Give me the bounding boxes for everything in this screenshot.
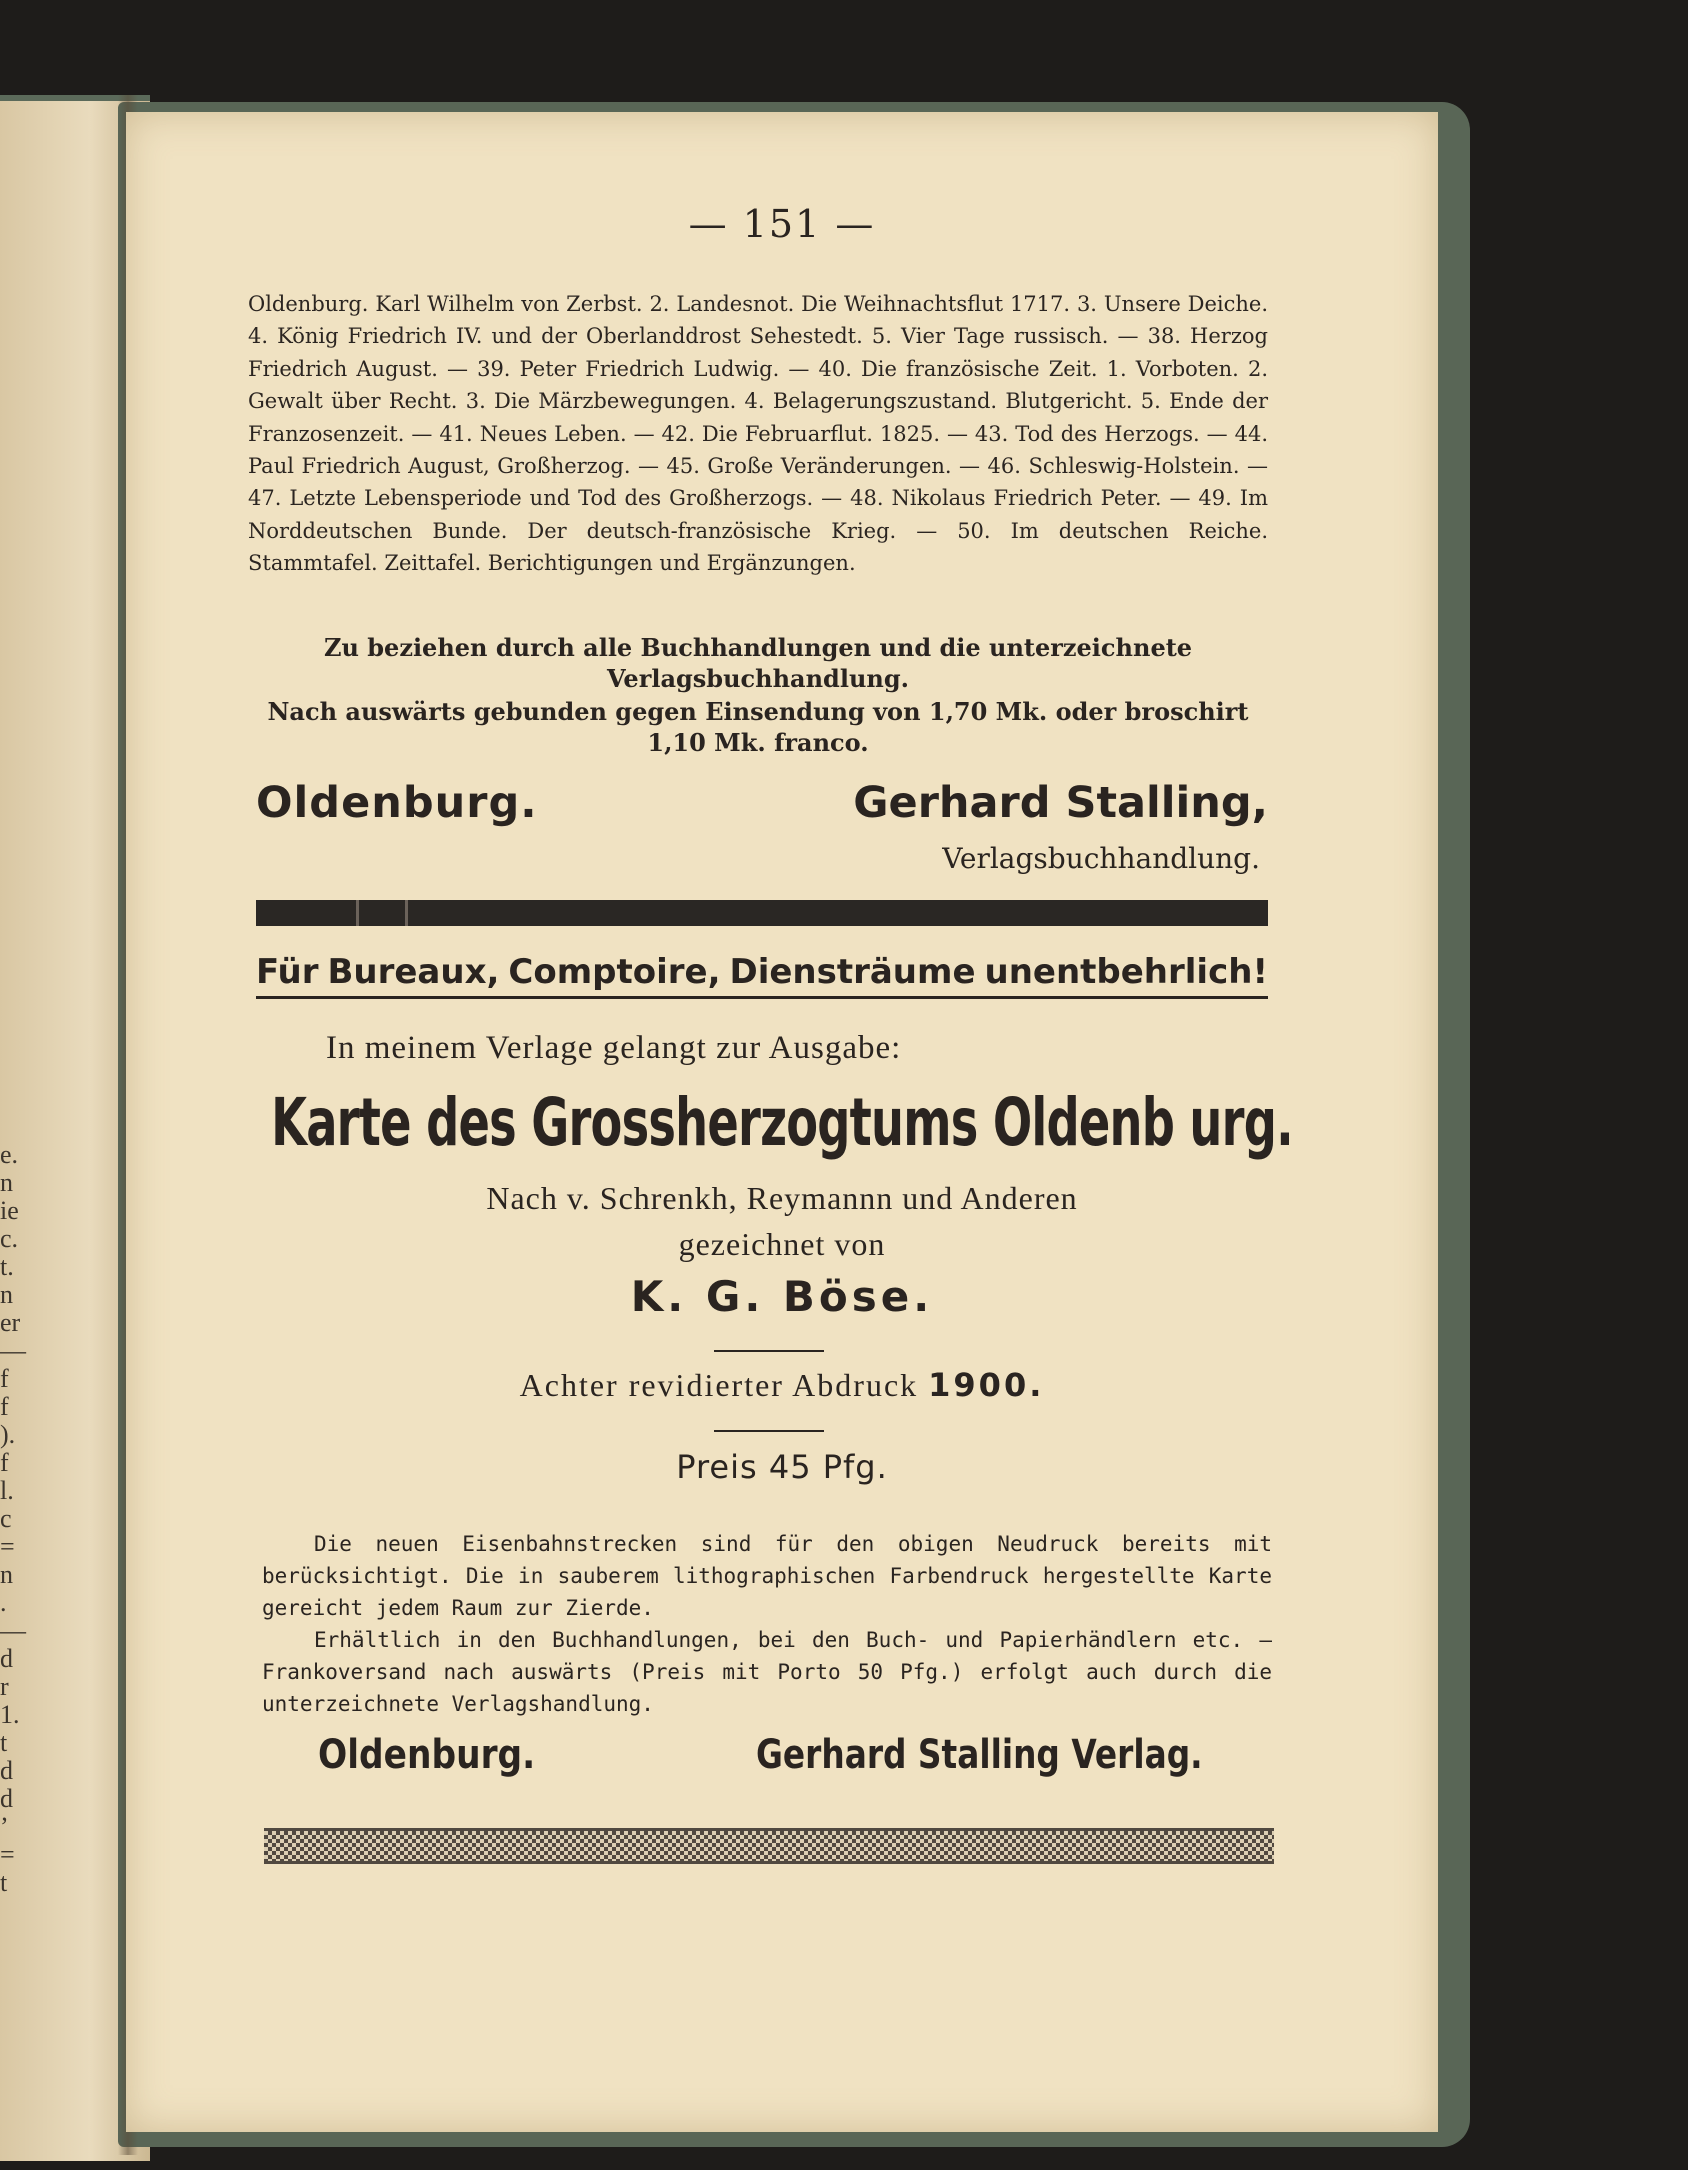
headline-word: Für (256, 952, 319, 992)
left-page-cut-text (0, 1140, 26, 1897)
shipping-notice: Nach auswärts gebunden gegen Einsendung von 1,70 Mk. oder broschirt 1,10 Mk. franco. (267, 697, 1249, 757)
edition-line (126, 1366, 1438, 1404)
imprint-city: Oldenburg. (256, 778, 538, 828)
ornamental-border (264, 1828, 1274, 1864)
page-number: — 151 — (688, 202, 876, 246)
availability-notice: Zu beziehen durch alle Buchhandlungen und die unterzeichnete Verlagsbuchhandlung. (323, 633, 1193, 693)
headline-word: unentbehrlich! (984, 952, 1268, 992)
edition-text: Achter revidierter Abdruck (519, 1367, 919, 1403)
left-page-char: f (0, 1448, 9, 1477)
ad-body-paragraph: Erhältlich in den Buchhandlungen, bei den Buch- und Papierhändlern etc. — Frankoversand nach auswärts (Preis mit Porto 50 Pfg.) erfolgt auch durch die unterzeichnete Verlagshandlung. (262, 1628, 1272, 1716)
left-page-char: — (0, 1616, 26, 1645)
headline-word: Bureaux, (327, 952, 500, 992)
short-rule (714, 1430, 824, 1432)
left-page-char: = (0, 1840, 15, 1869)
left-page-char: t. (0, 1252, 14, 1281)
left-page-char: r (0, 1672, 9, 1701)
left-page-char: c (0, 1504, 12, 1533)
ad-body (262, 1528, 1272, 1720)
book-listing-text: Oldenburg. Karl Wilhelm von Zerbst. 2. Landesnot. Die Weihnachtsflut 1717. 3. Unsere Deiche. 4. König Friedrich IV. und der Oberlanddrost Sehestedt. 5. Vier Tage russisch. — 38. Herzog Friedrich August. — 39. Peter Friedrich Ludwig. — 40. Die französische Zeit. 1. Vorboten. 2. Gewalt über Recht. 3. Die Märzbewegungen. 4. Belagerungszustand. Blutgericht. 5. Ende der Franzosenzeit. — 41. Neues Leben. — 42. Die Februarflut. 1825. — 43. Tod des Herzogs. — 44. Paul Friedrich August, Großherzog. — 45. Große Veränderungen. — 46. Schleswig-Holstein. — 47. Letzte Lebensperiode und Tod des Großherzogs. — 48. Nikolaus Friedrich Peter. — 49. Im Norddeutschen Bunde. Der deutsch-französische Krieg. — 50. Im deutschen Reiche. Stammtafel. Zeittafel. Berichtigungen und Ergänzungen. (248, 292, 1268, 576)
left-page-char: d (0, 1784, 13, 1813)
left-page-char: ie (0, 1196, 19, 1225)
map-price: Preis 45 Pfg. (676, 1448, 888, 1486)
left-page-char: d (0, 1644, 13, 1673)
headline-word: Comptoire, (508, 952, 721, 992)
left-page-char: n (0, 1280, 13, 1309)
left-page-char: c. (0, 1224, 19, 1253)
left-page-char: t (0, 1728, 8, 1757)
left-page-char: n (0, 1560, 13, 1589)
footer-publisher: Gerhard Stalling Verlag. (756, 1732, 1203, 1778)
left-page-char: = (0, 1532, 15, 1561)
left-page-char: f (0, 1392, 9, 1421)
left-page-char: l. (0, 1476, 14, 1505)
left-page-char: er (0, 1308, 21, 1337)
left-page-char: 1. (0, 1700, 20, 1729)
map-author: K. G. Böse. (630, 1272, 934, 1321)
drawn-by: gezeichnet von (678, 1226, 886, 1262)
left-page-char: ’ (0, 1812, 9, 1841)
left-page-char: ). (0, 1420, 16, 1449)
edition-year: 1900. (928, 1366, 1045, 1404)
divider-bar (256, 900, 1268, 926)
headline-word: Diensträume (729, 952, 976, 992)
book-page (126, 112, 1438, 2132)
left-page-char: n (0, 1168, 13, 1197)
footer-city: Oldenburg. (318, 1732, 536, 1778)
ad-intro: In meinem Verlage gelangt zur Ausgabe: (326, 1030, 902, 1066)
left-page-char: f (0, 1364, 9, 1393)
left-page-char: — (0, 1336, 26, 1365)
short-rule (714, 1350, 824, 1352)
ad-body-paragraph: Die neuen Eisenbahnstrecken sind für den obigen Neudruck bereits mit berücksichtigt. Die in sauberem lithographischen Farbendruck hergestellte Karte gereicht jedem Raum zur Zierde. (262, 1532, 1272, 1620)
left-page-char: t (0, 1868, 8, 1897)
map-title: Karte des Grossherzogtums Oldenb urg. (271, 1084, 1293, 1161)
ad-headline (256, 952, 1268, 999)
imprint-publisher: Gerhard Stalling, (853, 778, 1268, 828)
map-sources: Nach v. Schrenkh, Reymannn und Anderen (486, 1180, 1078, 1216)
imprint-publisher-sub: Verlagsbuchhandlung. (942, 842, 1260, 875)
left-page-char: e. (0, 1140, 19, 1169)
left-page-char: . (0, 1588, 7, 1617)
left-page-char: d (0, 1756, 13, 1785)
